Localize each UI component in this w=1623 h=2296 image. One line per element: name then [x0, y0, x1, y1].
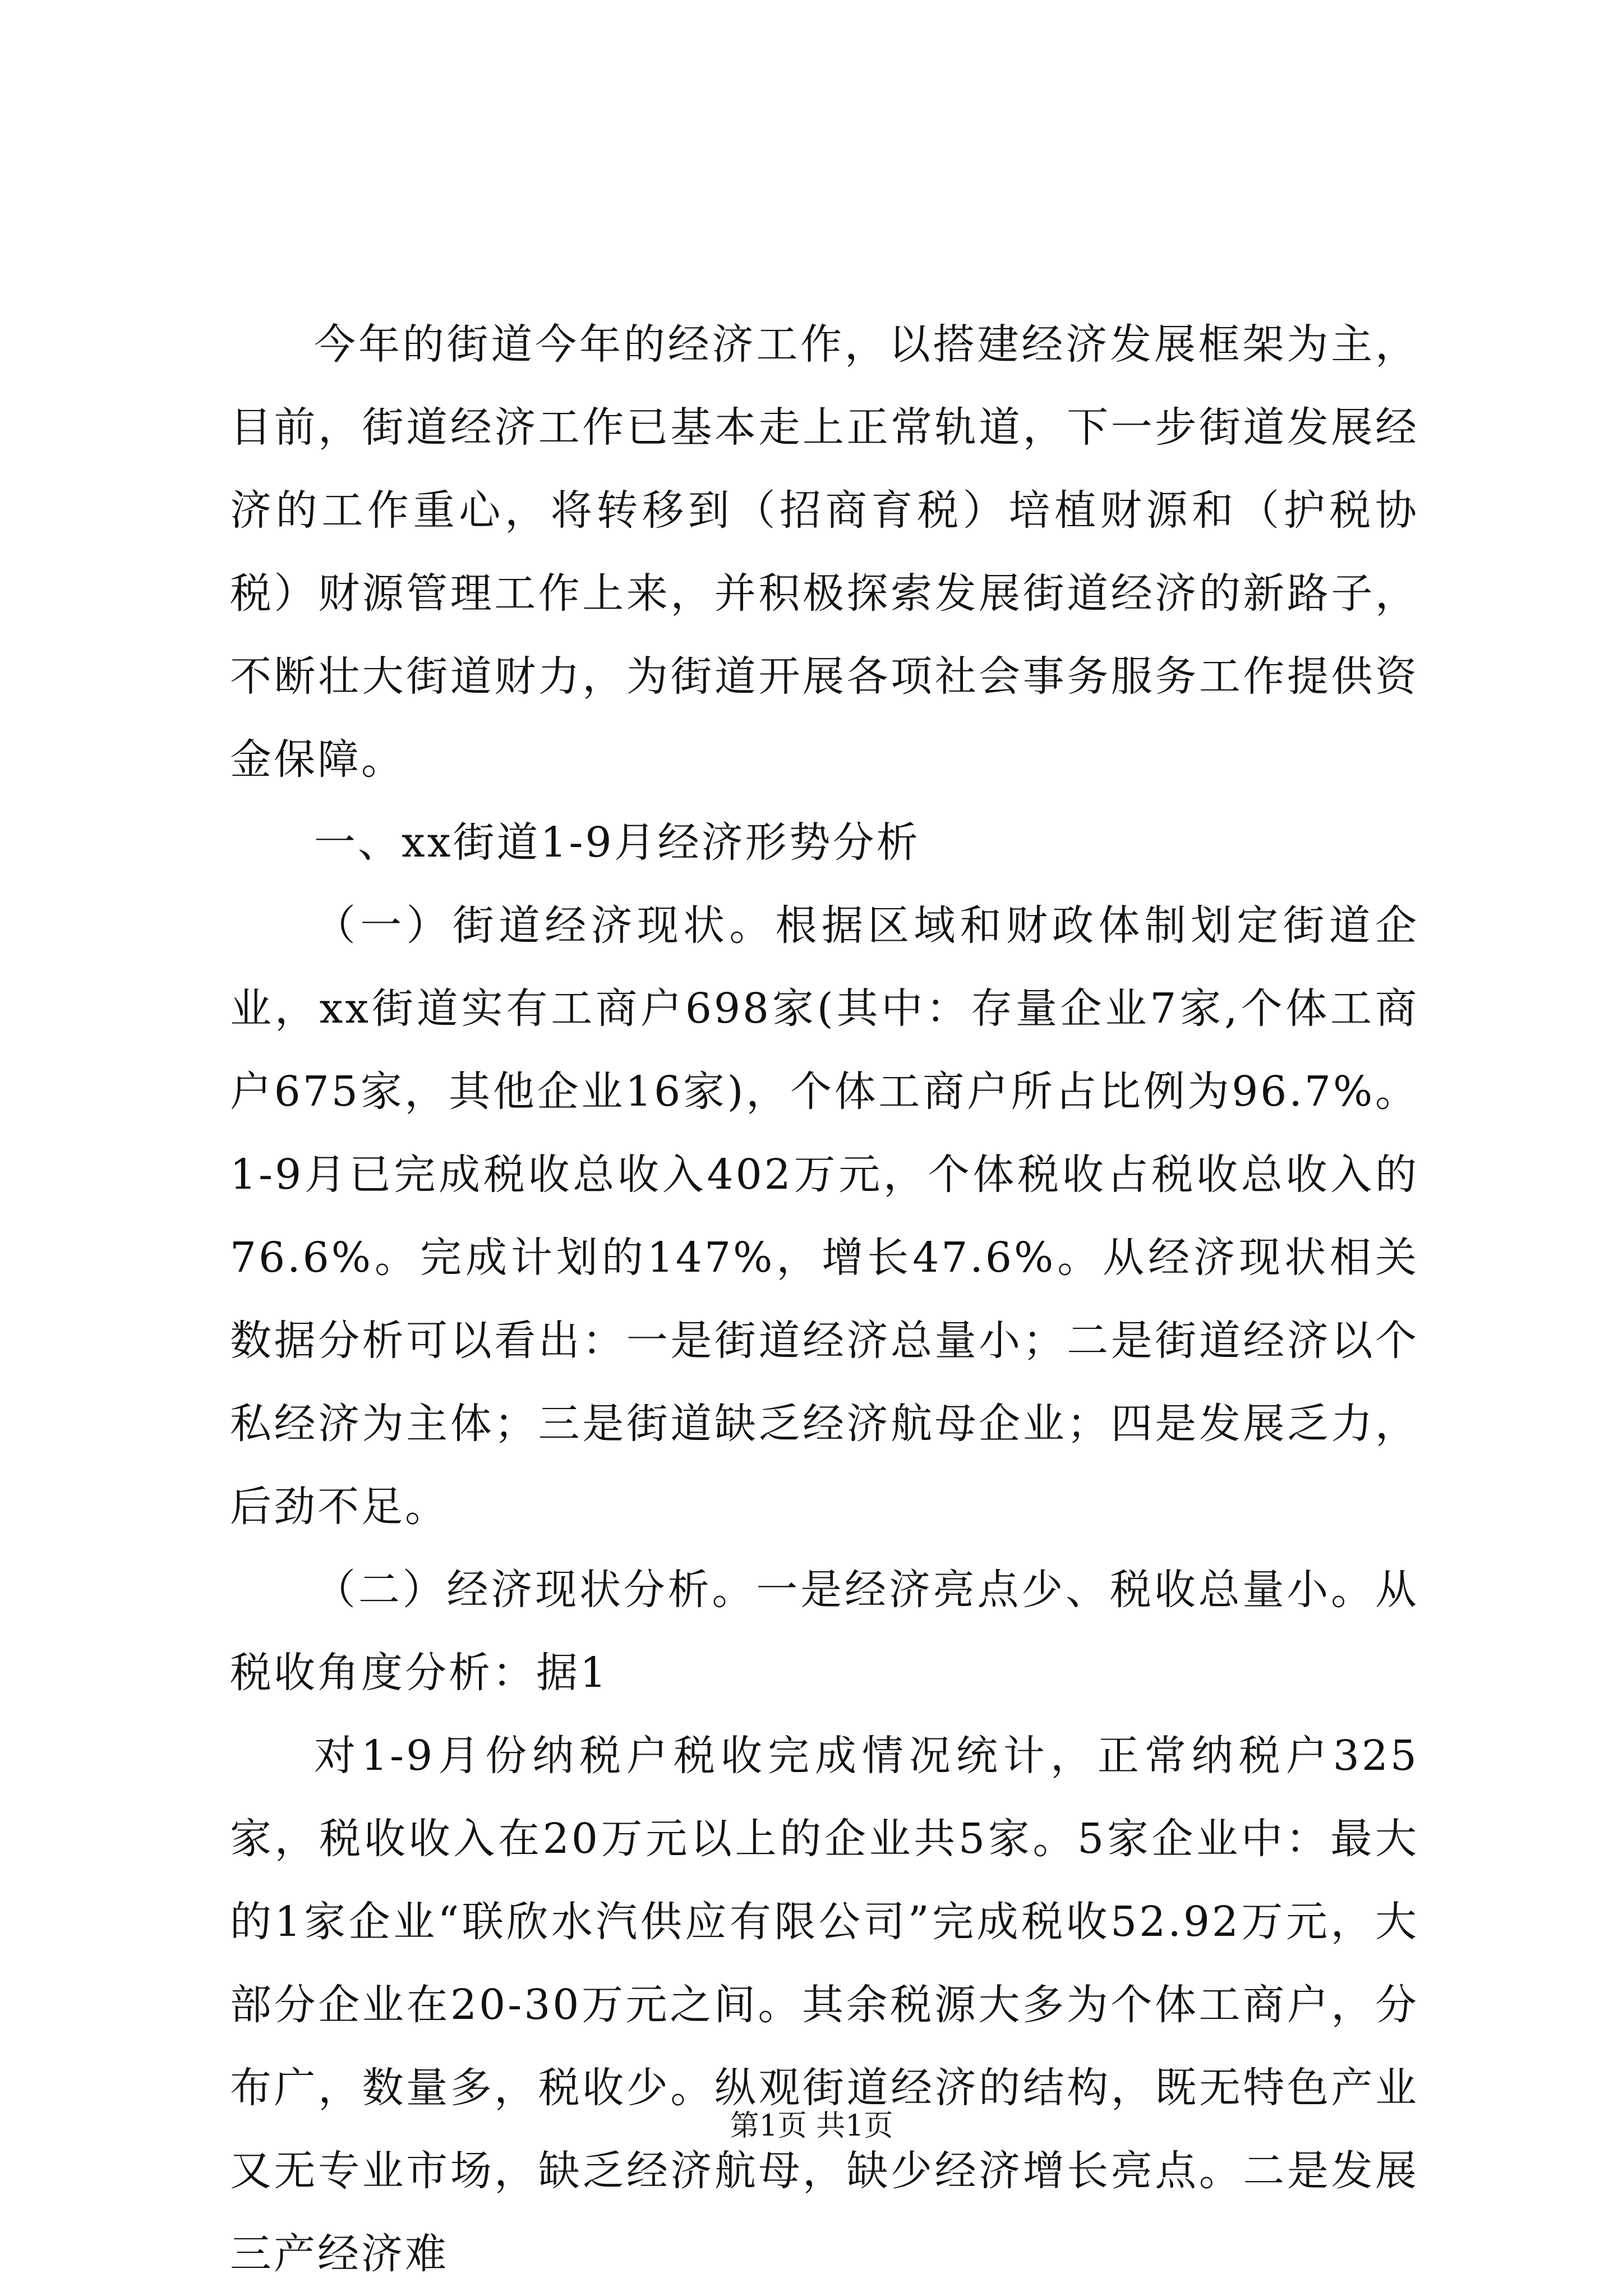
document-body [230, 303, 1419, 2295]
paragraph-statistics: 对1-9月份纳税户税收完成情况统计，正常纳税户325家，税收收入在20万元以上的企业共5家。5家企业中：最大的1家企业“联欣水汽供应有限公司”完成税收52.92万元，大部分企业在20-30万元之间。其余税源大多为个体工商户，分布广，数量多，税收少。纵观街道经济的结构，既无特色产业又无专业市场，缺乏经济航母，缺少经济增长亮点。二是发展三产经济难 [230, 1732, 1419, 2278]
page-footer: 第1页 共1页 [730, 2109, 893, 2143]
paragraph-status: （一）街道经济现状。根据区域和财政体制划定街道企业，xx街道实有工商户698家(其中：存量企业7家,个体工商户675家，其他企业16家)，个体工商户所占比例为96.7%。1-9月已完成税收总收入402万元，个体税收占税收总收入的76.6%。完成计划的147%，增长47.6%。从经济现状相关数据分析可以看出：一是街道经济总量小；二是街道经济以个私经济为主体；三是街道缺乏经济航母企业；四是发展乏力，后劲不足。 [230, 901, 1419, 1531]
section-heading: 一、xx街道1-9月经济形势分析 [314, 818, 920, 867]
paragraph-intro: 今年的街道今年的经济工作，以搭建经济发展框架为主，目前，街道经济工作已基本走上正常轨道，下一步街道发展经济的工作重心，将转移到（招商育税）培植财源和（护税协税）财源管理工作上来，并积极探索发展街道经济的新路子，不断壮大街道财力，为街道开展各项社会事务服务工作提供资金保障。 [230, 320, 1419, 784]
paragraph-analysis: （二）经济现状分析。一是经济亮点少、税收总量小。从税收角度分析：据1 [230, 1566, 1419, 1697]
